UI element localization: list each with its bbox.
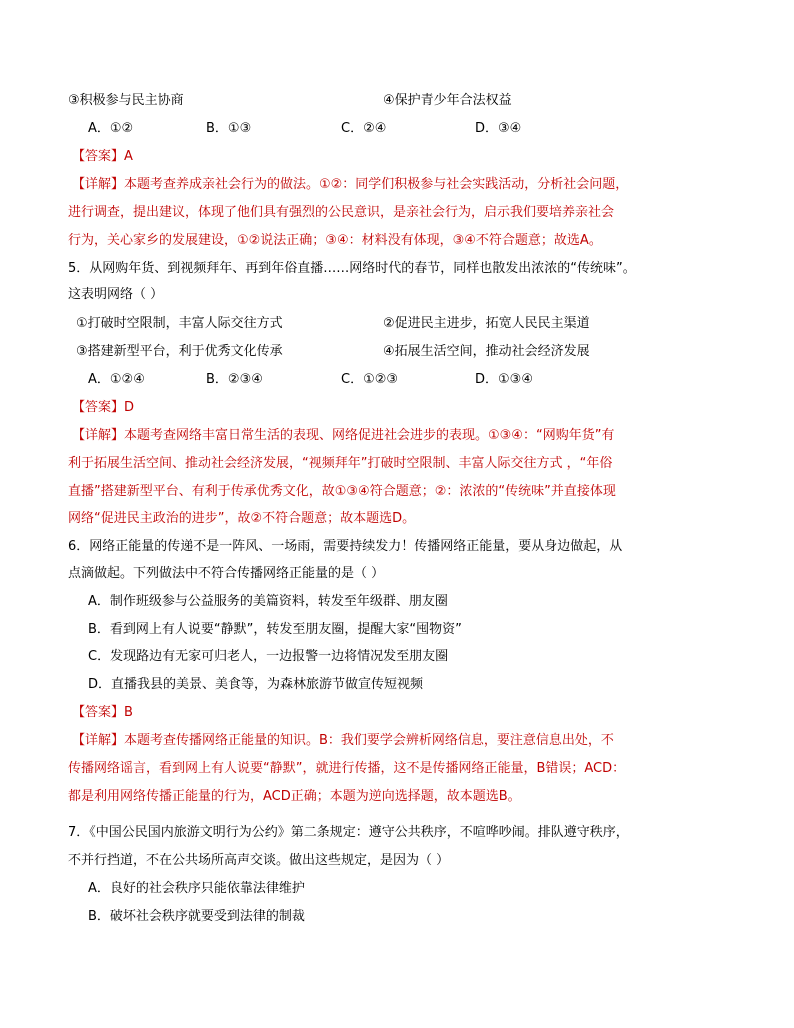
q5-statement-2: ②促进民主进步，拓宽人民民主渠道 <box>383 316 590 331</box>
q5-option-d: D．①③④ <box>475 372 533 387</box>
q4-option-c: C．②④ <box>341 121 387 136</box>
q7-option-a: A．良好的社会秩序只能依靠法律维护 <box>88 881 305 896</box>
q6-stem-line-1: 6．网络正能量的传递不是一阵风、一场雨，需要持续发力！传播网络正能量，要从身边做起，从 <box>68 539 623 554</box>
q5-stem-line-2: 这表明网络（ ） <box>68 287 164 302</box>
q6-stem-line-2: 点滴做起。下列做法中不符合传播网络正能量的是（ ） <box>68 566 385 581</box>
q4-option-a: A．①② <box>88 121 134 136</box>
q4-detail-line-2: 进行调查，提出建议，体现了他们具有强烈的公民意识，是亲社会行为，启示我们要培养亲社会 <box>68 205 615 220</box>
q7-stem-line-2: 不并行挡道，不在公共场所高声交谈。做出这些规定，是因为（ ） <box>68 853 450 868</box>
q4-option-b: B．①③ <box>206 121 252 136</box>
q5-statement-4: ④拓展生活空间，推动社会经济发展 <box>383 344 590 359</box>
q5-statement-3: ③搭建新型平台，利于优秀文化传承 <box>76 344 283 359</box>
q5-detail-line-4: 网络“促进民主政治的进步”，故②不符合题意；故本题选D。 <box>68 511 416 526</box>
q7-stem-line-1: 7．《中国公民国内旅游文明行为公约》第二条规定：遵守公共秩序，不喧哗吵闹。排队遵守秩序， <box>68 825 629 840</box>
q6-option-b: B．看到网上有人说要“静默”，转发至朋友圈，提醒大家“囤物资” <box>88 622 462 637</box>
q6-detail-line-1: 【详解】本题考查传播网络正能量的知识。B：我们要学会辨析网络信息，要注意信息出处，不 <box>72 733 614 748</box>
q5-option-a: A．①②④ <box>88 372 145 387</box>
q5-option-b: B．②③④ <box>206 372 263 387</box>
q5-option-c: C．①②③ <box>341 372 399 387</box>
q6-detail-line-2: 传播网络谣言，看到网上有人说要“静默”，就进行传播，这不是传播网络正能量，B错误；ACD： <box>68 761 626 776</box>
q5-answer: 【答案】D <box>72 400 135 415</box>
q5-detail-line-3: 直播”搭建新型平台、有利于传承优秀文化，故①③④符合题意；②：浓浓的“传统味”并直接体现 <box>68 484 616 499</box>
q7-option-b: B．破坏社会秩序就要受到法律的制裁 <box>88 909 305 924</box>
q5-detail-line-2: 利于拓展生活空间、推动社会经济发展，“视频拜年”打破时空限制、丰富人际交往方式 ，“年俗 <box>68 456 613 471</box>
q5-stem-line-1: 5．从网购年货、到视频拜年、再到年俗直播……网络时代的春节，同样也散发出浓浓的“传统味”。 <box>68 261 636 276</box>
q4-statement-4: ④保护青少年合法权益 <box>383 93 512 108</box>
q4-detail-line-3: 行为，关心家乡的发展建设，①②说法正确；③④：材料没有体现，③④不符合题意；故选A。 <box>68 233 602 248</box>
q6-option-c: C．发现路边有无家可归老人，一边报警一边将情况发至朋友圈 <box>88 649 449 664</box>
q6-option-d: D．直播我县的美景、美食等，为森林旅游节做宣传短视频 <box>88 677 424 692</box>
q4-option-d: D．③④ <box>475 121 522 136</box>
q6-answer: 【答案】B <box>72 705 133 720</box>
q4-statement-3: ③积极参与民主协商 <box>68 93 184 108</box>
q6-detail-line-3: 都是利用网络传播正能量的行为，ACD正确；本题为逆向选择题，故本题选B。 <box>68 789 521 804</box>
q5-statement-1: ①打破时空限制，丰富人际交往方式 <box>76 316 283 331</box>
q6-option-a: A．制作班级参与公益服务的美篇资料，转发至年级群、朋友圈 <box>88 594 448 609</box>
q4-detail-line-1: 【详解】本题考查养成亲社会行为的做法。①②：同学们积极参与社会实践活动，分析社会问题， <box>72 177 629 192</box>
q4-answer: 【答案】A <box>72 149 133 164</box>
q5-detail-line-1: 【详解】本题考查网络丰富日常生活的表现、网络促进社会进步的表现。①③④：“网购年货”有 <box>72 428 615 443</box>
